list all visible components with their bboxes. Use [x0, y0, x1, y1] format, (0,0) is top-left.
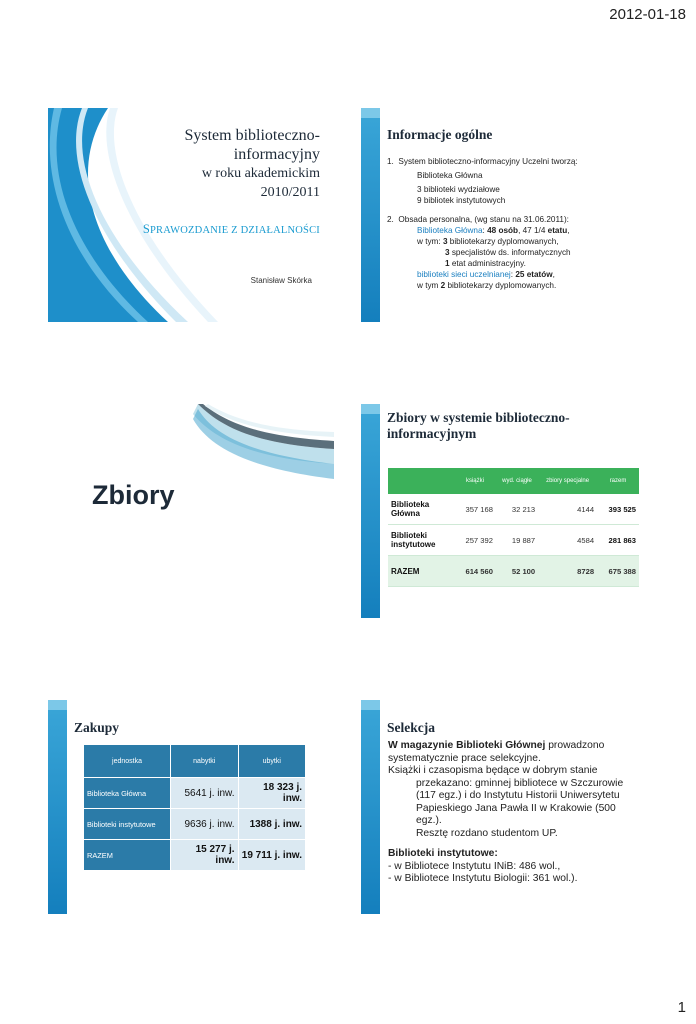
table-cell: 675 388	[597, 556, 639, 587]
colon: :	[510, 270, 516, 279]
bold-text: Biblioteki instytutowe:	[388, 848, 498, 859]
siec-label: biblioteki sieci uczelnianej	[417, 270, 511, 279]
bg-value: 48 osób	[487, 226, 519, 235]
slide-title: Zakupy	[74, 720, 120, 735]
table-cell: 9636 j. inw.	[171, 809, 239, 840]
table-cell: 393 525	[597, 494, 639, 525]
slide-body	[387, 156, 643, 291]
sub-item: Biblioteka Główna	[417, 171, 483, 180]
sub-item: 9 bibliotek instytutowych	[417, 196, 506, 205]
item-text: System biblioteczno-informacyjny Uczelni tworzą:	[398, 157, 578, 166]
table-row	[388, 525, 639, 556]
column-header: jednostka	[84, 745, 171, 778]
table-cell: 5641 j. inw.	[171, 778, 239, 809]
table-cell: 4584	[538, 525, 597, 556]
side-bar	[361, 700, 380, 914]
count: 3	[442, 237, 448, 246]
row-label: RAZEM	[84, 840, 171, 871]
page-curl-decoration	[48, 404, 334, 618]
row-label: Biblioteka Główna	[84, 778, 171, 809]
sub-item: 3 biblioteki wydziałowe	[417, 185, 500, 194]
row-label: RAZEM	[388, 556, 454, 587]
table-cell: 52 100	[496, 556, 538, 587]
title-line-1: Zbiory w systemie biblioteczno-	[387, 410, 570, 425]
text: bibliotekarzy dyplomowanych.	[445, 281, 557, 290]
table-header-row	[84, 745, 306, 778]
text: prowadzono systematycznie prace selekcyjne.	[388, 740, 605, 764]
bg-rest: , 47 1/4	[518, 226, 548, 235]
table-cell: 32 213	[496, 494, 538, 525]
column-header: razem	[597, 468, 639, 494]
slide-collections	[361, 404, 647, 618]
title-line-1: System biblioteczno-	[184, 127, 320, 144]
slide-general-info	[361, 108, 647, 322]
count: 1	[445, 259, 450, 268]
slide-title: Selekcja	[387, 720, 435, 735]
text: - w Bibliotece Instytutu Biologii: 361 wol.).	[388, 873, 578, 884]
column-header: zbiory specjalne	[538, 468, 597, 494]
colon: :	[482, 226, 485, 235]
purchases-table	[83, 744, 306, 871]
column-header: nabytki	[171, 745, 239, 778]
row-label: Biblioteki instytutowe	[388, 525, 454, 556]
row-label: Biblioteka Główna	[388, 494, 454, 525]
table-header-row	[388, 468, 639, 494]
bg-label: Biblioteka Główna	[417, 226, 483, 235]
title-line-4: 2010/2011	[260, 185, 320, 200]
print-date: 2012-01-18	[609, 6, 686, 23]
item-text: Obsada personalna, (wg stanu na 31.06.2011):	[398, 215, 569, 224]
table-cell: 357 168	[454, 494, 496, 525]
subtitle	[143, 222, 320, 237]
table-cell: 4144	[538, 494, 597, 525]
table-cell: 614 560	[454, 556, 496, 587]
author: Stanisław Skórka	[250, 276, 312, 285]
table-row-total	[388, 556, 639, 587]
text: specjalistów ds. informatycznych	[449, 248, 571, 257]
table-row	[84, 778, 306, 809]
slide-title	[387, 410, 641, 442]
column-header	[388, 468, 454, 494]
section-title: Zbiory	[92, 480, 175, 510]
text: w tym:	[417, 237, 443, 246]
slide-selection	[361, 700, 647, 914]
slide-title: Informacje ogólne	[387, 127, 493, 142]
table-cell: 15 277 j. inw.	[171, 840, 239, 871]
table-row	[388, 494, 639, 525]
title-block	[130, 126, 320, 202]
slide-title	[48, 108, 334, 322]
bg-etatu: etatu	[547, 226, 568, 235]
collections-table	[388, 468, 639, 587]
count: 2	[440, 281, 446, 290]
text: - w Bibliotece Instytutu INiB: 486 wol.,	[388, 860, 561, 872]
table-cell: 281 863	[597, 525, 639, 556]
subtitle-initial: S	[142, 222, 150, 236]
column-header: ubytki	[238, 745, 306, 778]
title-line-2: informacyjnym	[387, 426, 477, 441]
text: bibliotekarzy dyplomowanych,	[447, 237, 559, 246]
table-cell: 1388 j. inw.	[238, 809, 306, 840]
subtitle-rest: PRAWOZDANIE Z DZIAŁALNOŚCI	[149, 225, 320, 236]
table-cell: 18 323 j. inw.	[238, 778, 306, 809]
title-line-2: informacyjny	[233, 146, 320, 163]
comma: ,	[552, 270, 555, 279]
column-header: książki	[454, 468, 496, 494]
slide-purchases	[48, 700, 334, 914]
siec-value: 25 etatów	[515, 270, 553, 279]
item-number: 1.	[387, 157, 394, 166]
text: Resztę rozdano studentom UP.	[416, 827, 558, 839]
table-cell: 257 392	[454, 525, 496, 556]
comma: ,	[567, 226, 570, 235]
page-number: 1	[677, 999, 686, 1016]
slide-body	[388, 740, 643, 886]
text: Książki i czasopisma będące w dobrym stanie	[388, 765, 598, 776]
slide-section-zbiory	[48, 404, 334, 618]
column-header: wyd. ciągłe	[496, 468, 538, 494]
text: w tym	[417, 281, 441, 290]
side-bar	[48, 700, 67, 914]
table-row	[84, 809, 306, 840]
text: etat administracyjny.	[449, 259, 526, 268]
table-cell: 19 887	[496, 525, 538, 556]
side-bar	[361, 404, 380, 618]
count: 3	[445, 248, 450, 257]
bold-text: W magazynie Biblioteki Głównej	[388, 740, 546, 751]
row-label: Biblioteki instytutowe	[84, 809, 171, 840]
table-cell: 19 711 j. inw.	[238, 840, 306, 871]
table-cell: 8728	[538, 556, 597, 587]
title-line-3: w roku akademickim	[201, 166, 320, 181]
side-bar	[361, 108, 380, 322]
table-row-total	[84, 840, 306, 871]
text: przekazano: gminnej bibliotece w Szczurowie (117 egz.) i do Instytutu Historii Uniwersytetu Papieskiego Jana Pawła II w Krakowie (500 egz.).	[416, 777, 624, 826]
item-number: 2.	[387, 215, 394, 224]
